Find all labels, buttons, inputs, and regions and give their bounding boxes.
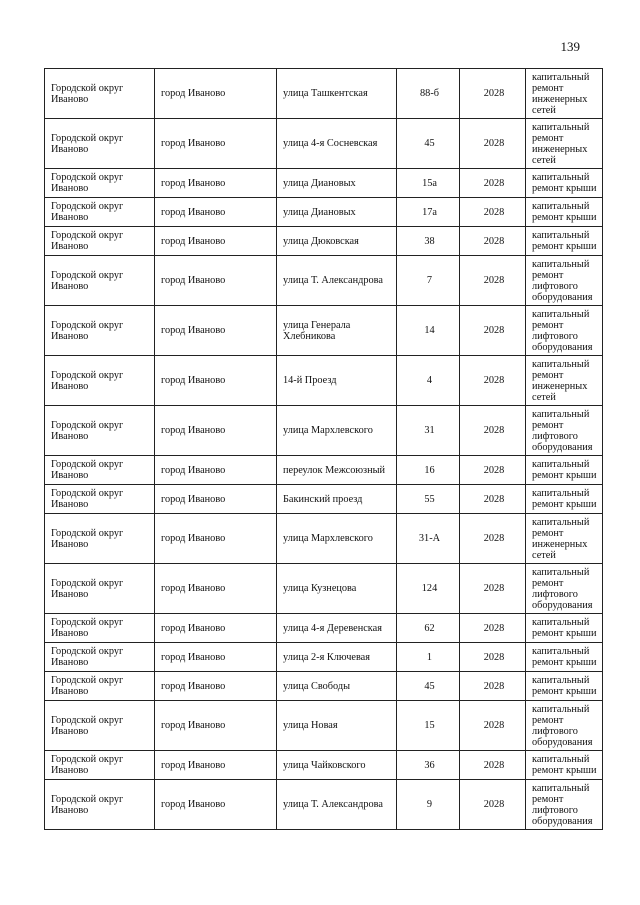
municipality-cell: Городской округ Иваново: [45, 780, 155, 830]
table-row: [45, 614, 603, 643]
work-type-cell: капитальный ремонт крыши: [526, 456, 603, 485]
table-row: [45, 456, 603, 485]
work-type-cell: капитальный ремонт лифтового оборудования: [526, 256, 603, 306]
year-cell: 2028: [460, 69, 526, 119]
municipality-cell: Городской округ Иваново: [45, 356, 155, 406]
table-row: [45, 751, 603, 780]
city-cell: город Иваново: [155, 169, 277, 198]
street-cell: улица 4-я Деревенская: [277, 614, 397, 643]
city-cell: город Иваново: [155, 751, 277, 780]
table-row: [45, 780, 603, 830]
municipality-cell: Городской округ Иваново: [45, 169, 155, 198]
municipality-cell: Городской округ Иваново: [45, 456, 155, 485]
year-cell: 2028: [460, 485, 526, 514]
city-cell: город Иваново: [155, 356, 277, 406]
house-number-cell: 31-А: [397, 514, 460, 564]
house-number-cell: 38: [397, 227, 460, 256]
street-cell: улица Мархлевского: [277, 406, 397, 456]
year-cell: 2028: [460, 564, 526, 614]
city-cell: город Иваново: [155, 564, 277, 614]
street-cell: улица Чайковского: [277, 751, 397, 780]
table-row: [45, 643, 603, 672]
year-cell: 2028: [460, 643, 526, 672]
street-cell: улица Диановых: [277, 169, 397, 198]
house-number-cell: 17а: [397, 198, 460, 227]
municipality-cell: Городской округ Иваново: [45, 751, 155, 780]
city-cell: город Иваново: [155, 256, 277, 306]
year-cell: 2028: [460, 406, 526, 456]
work-type-cell: капитальный ремонт крыши: [526, 485, 603, 514]
capital-repair-table: [44, 68, 603, 830]
year-cell: 2028: [460, 227, 526, 256]
municipality-cell: Городской округ Иваново: [45, 256, 155, 306]
year-cell: 2028: [460, 256, 526, 306]
city-cell: город Иваново: [155, 614, 277, 643]
house-number-cell: 14: [397, 306, 460, 356]
municipality-cell: Городской округ Иваново: [45, 69, 155, 119]
table-row: [45, 672, 603, 701]
work-type-cell: капитальный ремонт лифтового оборудования: [526, 306, 603, 356]
table-row: [45, 227, 603, 256]
city-cell: город Иваново: [155, 198, 277, 227]
work-type-cell: капитальный ремонт инженерных сетей: [526, 119, 603, 169]
table-row: [45, 119, 603, 169]
work-type-cell: капитальный ремонт лифтового оборудования: [526, 564, 603, 614]
table-row: [45, 485, 603, 514]
year-cell: 2028: [460, 456, 526, 485]
municipality-cell: Городской округ Иваново: [45, 306, 155, 356]
street-cell: улица Дюковская: [277, 227, 397, 256]
table-row: [45, 406, 603, 456]
year-cell: 2028: [460, 169, 526, 198]
city-cell: город Иваново: [155, 485, 277, 514]
street-cell: улица 2-я Ключевая: [277, 643, 397, 672]
city-cell: город Иваново: [155, 406, 277, 456]
work-type-cell: капитальный ремонт лифтового оборудования: [526, 406, 603, 456]
house-number-cell: 62: [397, 614, 460, 643]
city-cell: город Иваново: [155, 456, 277, 485]
house-number-cell: 4: [397, 356, 460, 406]
house-number-cell: 45: [397, 119, 460, 169]
year-cell: 2028: [460, 614, 526, 643]
street-cell: 14-й Проезд: [277, 356, 397, 406]
work-type-cell: капитальный ремонт инженерных сетей: [526, 356, 603, 406]
work-type-cell: капитальный ремонт лифтового оборудования: [526, 780, 603, 830]
work-type-cell: капитальный ремонт крыши: [526, 672, 603, 701]
work-type-cell: капитальный ремонт крыши: [526, 198, 603, 227]
table-row: [45, 169, 603, 198]
year-cell: 2028: [460, 672, 526, 701]
year-cell: 2028: [460, 306, 526, 356]
table-row: [45, 564, 603, 614]
year-cell: 2028: [460, 514, 526, 564]
work-type-cell: капитальный ремонт крыши: [526, 614, 603, 643]
municipality-cell: Городской округ Иваново: [45, 701, 155, 751]
municipality-cell: Городской округ Иваново: [45, 485, 155, 514]
house-number-cell: 7: [397, 256, 460, 306]
year-cell: 2028: [460, 356, 526, 406]
year-cell: 2028: [460, 751, 526, 780]
city-cell: город Иваново: [155, 119, 277, 169]
municipality-cell: Городской округ Иваново: [45, 227, 155, 256]
city-cell: город Иваново: [155, 514, 277, 564]
year-cell: 2028: [460, 780, 526, 830]
street-cell: улица 4-я Сосневская: [277, 119, 397, 169]
year-cell: 2028: [460, 119, 526, 169]
house-number-cell: 55: [397, 485, 460, 514]
city-cell: город Иваново: [155, 672, 277, 701]
city-cell: город Иваново: [155, 780, 277, 830]
street-cell: улица Т. Александрова: [277, 256, 397, 306]
house-number-cell: 31: [397, 406, 460, 456]
city-cell: город Иваново: [155, 306, 277, 356]
work-type-cell: капитальный ремонт инженерных сетей: [526, 69, 603, 119]
street-cell: Бакинский проезд: [277, 485, 397, 514]
table-row: [45, 701, 603, 751]
municipality-cell: Городской округ Иваново: [45, 406, 155, 456]
work-type-cell: капитальный ремонт крыши: [526, 751, 603, 780]
city-cell: город Иваново: [155, 701, 277, 751]
table-row: [45, 514, 603, 564]
house-number-cell: 9: [397, 780, 460, 830]
city-cell: город Иваново: [155, 227, 277, 256]
municipality-cell: Городской округ Иваново: [45, 514, 155, 564]
street-cell: улица Новая: [277, 701, 397, 751]
table-body: [45, 69, 603, 830]
page-number: 139: [560, 39, 580, 54]
work-type-cell: капитальный ремонт крыши: [526, 227, 603, 256]
house-number-cell: 124: [397, 564, 460, 614]
city-cell: город Иваново: [155, 643, 277, 672]
municipality-cell: Городской округ Иваново: [45, 614, 155, 643]
house-number-cell: 45: [397, 672, 460, 701]
work-type-cell: капитальный ремонт инженерных сетей: [526, 514, 603, 564]
city-cell: город Иваново: [155, 69, 277, 119]
table-row: [45, 256, 603, 306]
street-cell: улица Мархлевского: [277, 514, 397, 564]
year-cell: 2028: [460, 701, 526, 751]
house-number-cell: 1: [397, 643, 460, 672]
house-number-cell: 16: [397, 456, 460, 485]
year-cell: 2028: [460, 198, 526, 227]
work-type-cell: капитальный ремонт крыши: [526, 643, 603, 672]
street-cell: улица Ташкентская: [277, 69, 397, 119]
table-row: [45, 356, 603, 406]
municipality-cell: Городской округ Иваново: [45, 119, 155, 169]
municipality-cell: Городской округ Иваново: [45, 643, 155, 672]
table-row: [45, 198, 603, 227]
municipality-cell: Городской округ Иваново: [45, 672, 155, 701]
table-row: [45, 306, 603, 356]
house-number-cell: 36: [397, 751, 460, 780]
work-type-cell: капитальный ремонт крыши: [526, 169, 603, 198]
work-type-cell: капитальный ремонт лифтового оборудования: [526, 701, 603, 751]
street-cell: улица Генерала Хлебникова: [277, 306, 397, 356]
street-cell: улица Свободы: [277, 672, 397, 701]
street-cell: улица Кузнецова: [277, 564, 397, 614]
table-row: [45, 69, 603, 119]
house-number-cell: 15а: [397, 169, 460, 198]
municipality-cell: Городской округ Иваново: [45, 198, 155, 227]
street-cell: переулок Межсоюзный: [277, 456, 397, 485]
house-number-cell: 15: [397, 701, 460, 751]
street-cell: улица Диановых: [277, 198, 397, 227]
street-cell: улица Т. Александрова: [277, 780, 397, 830]
municipality-cell: Городской округ Иваново: [45, 564, 155, 614]
house-number-cell: 88-б: [397, 69, 460, 119]
